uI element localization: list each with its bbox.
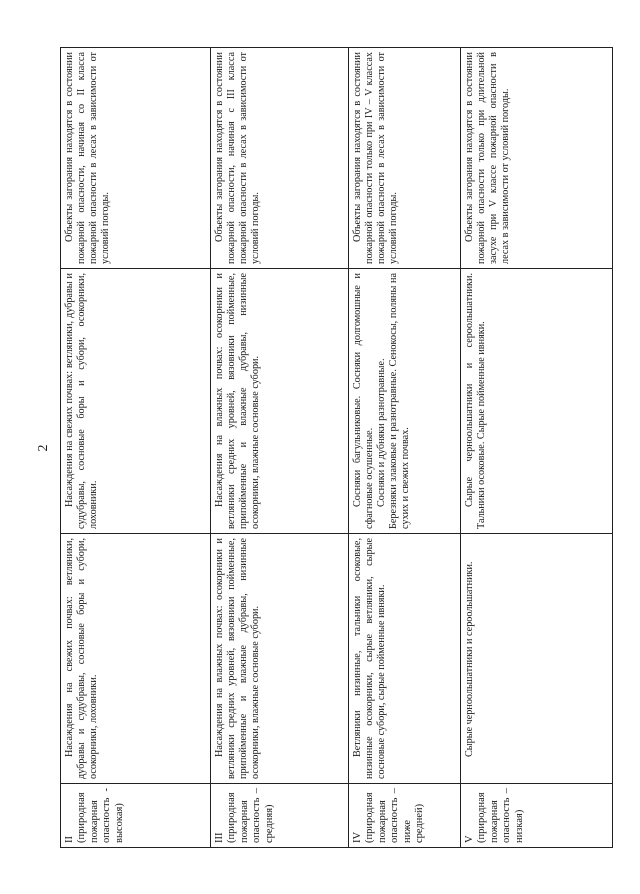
ignition-objects-cell xyxy=(61,48,211,269)
class-description: (природная пожарная опасность - высокая) xyxy=(76,788,125,843)
ignition-objects-text: Объекты загорания находятся в состоянии пожарной опасности, начиная со II класса пожарной опасности в лесах в зависимости от условий погоды. xyxy=(64,52,112,264)
stands-text: Насаждения на влажных почвах: осокорники и ветляники средних уровней, вязовники пойменные, припойменные и влажные дубравы, низинные осокорники, влажные сосновые субори. xyxy=(214,538,262,779)
class-cell xyxy=(61,784,211,848)
stands-cell xyxy=(61,534,211,784)
ignition-objects-cell xyxy=(211,48,349,269)
ignition-objects-cell xyxy=(349,48,461,269)
stands-text: Сырые черноольшатники и сероольшатники. xyxy=(464,561,475,757)
stands-text-2: Сосняки и дубняки разнотравные. xyxy=(376,358,388,507)
class-cell xyxy=(349,784,461,848)
ignition-objects-text: Объекты загорания находятся в состоянии пожарной опасности только при длительной засухе при V классе пожарной опасности в лесах в зависимости от условий погоды. xyxy=(464,52,512,264)
class-label: V xyxy=(464,835,475,843)
class-description: (природная пожарная опасность – средняя) xyxy=(226,788,275,843)
class-label: III xyxy=(214,832,225,843)
ignition-objects-text: Объекты загорания находятся в состоянии пожарной опасности, начиная с III класса пожарной опасности в лесах в зависимости от условий погоды. xyxy=(214,52,262,264)
rotated-content xyxy=(36,48,612,848)
stands-cell-2 xyxy=(349,269,461,534)
stands-text-2: Березняки злаковые и разнотравные. Сенокосы, поляны на сухих и свежих почвах. xyxy=(388,273,412,529)
stands-text-2: Насаждения на влажных почвах: осокорники и ветляники средних уровней, вязовники пойменные, припойменные и влажные дубравы, низинные осокорники, влажные сосновые субори. xyxy=(214,273,262,529)
stands-cell xyxy=(211,534,349,784)
class-label: II xyxy=(64,836,75,843)
class-description: (природная пожарная опасность – низкая) xyxy=(476,788,525,843)
table-row xyxy=(461,48,613,848)
stands-cell-2 xyxy=(61,269,211,534)
table-row xyxy=(61,48,211,848)
class-description: (природная пожарная опасность – ниже средней) xyxy=(364,788,425,843)
stands-cell xyxy=(349,534,461,784)
stands-cell xyxy=(461,534,613,784)
stands-text-2: Насаждения на свежих почвах: ветляники, дубравы и судубравы, сосновые боры и субори, осокорники, лоховники. xyxy=(64,273,100,529)
stands-text-2: Сосняки багульниковые. Сосняки долгомошные и сфагновые осушенные. xyxy=(352,273,376,529)
stands-text: Насаждения на свежих почвах: ветляники, дубравы и судубравы, сосновые боры и субори, осокорники, лоховники. xyxy=(64,538,100,779)
ignition-objects-text: Объекты загорания находятся в состоянии пожарной опасности только при IV – V классах пожарной опасности в лесах в зависимости от условий погоды. xyxy=(352,52,400,264)
stands-cell-2 xyxy=(211,269,349,534)
ignition-objects-cell xyxy=(461,48,613,269)
fire-danger-table xyxy=(60,47,613,848)
stands-text: Ветляники низинные, тальники осоковые, низинные осокорники, сырые ветляники, сырые сосновые субори, сырые пойменные ивняки. xyxy=(352,538,388,779)
table-row xyxy=(211,48,349,848)
class-cell xyxy=(211,784,349,848)
stands-text-2: Сырые черноольшатники и сероольшатники. Тальники осоковые. Сырые пойменные ивняки. xyxy=(464,273,488,529)
page-number: 2 xyxy=(36,444,51,452)
class-cell xyxy=(461,784,613,848)
table-row xyxy=(349,48,461,848)
class-label: IV xyxy=(352,831,363,843)
stands-cell-2 xyxy=(461,269,613,534)
